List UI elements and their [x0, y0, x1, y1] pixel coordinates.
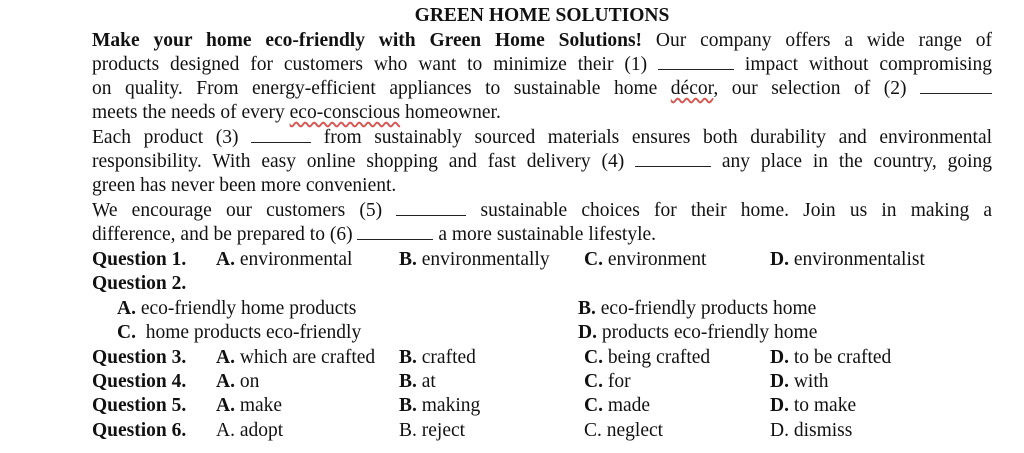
- option-d[interactable]: D. to make: [770, 395, 857, 416]
- blank-5: [396, 199, 466, 216]
- option-d[interactable]: D. to be crafted: [770, 347, 892, 368]
- page-title: GREEN HOME SOLUTIONS: [414, 5, 670, 26]
- passage-line-2: products designed for customers who want to minimize their (1) impact without compromising: [92, 54, 993, 75]
- question-2-options-row-1: [92, 297, 992, 320]
- spellcheck-word-decor: décor: [670, 78, 714, 99]
- option-a[interactable]: A. which are crafted: [216, 347, 376, 368]
- question-label: Question 4.: [92, 371, 187, 392]
- passage-line-6: responsibility. With easy online shopping and fast delivery (4) any place in the country, going: [92, 151, 992, 172]
- option-d[interactable]: D. products eco-friendly home: [578, 322, 818, 343]
- option-c[interactable]: C. for: [584, 371, 631, 392]
- option-a[interactable]: A. eco-friendly home products: [117, 298, 357, 319]
- question-label: Question 5.: [92, 395, 187, 416]
- question-label: Question 1.: [92, 249, 187, 270]
- blank-4: [635, 150, 711, 167]
- passage-line-8: We encourage our customers (5) sustainable choices for their home. Join us in making a: [92, 200, 993, 221]
- question-2: [92, 272, 992, 295]
- option-a[interactable]: A. adopt: [216, 420, 284, 441]
- option-b[interactable]: B. making: [399, 395, 481, 416]
- question-4: [92, 370, 992, 393]
- option-b[interactable]: B. at: [399, 371, 436, 392]
- question-label: Question 6.: [92, 420, 187, 441]
- spellcheck-word-eco-conscious: eco-conscious: [289, 102, 401, 123]
- passage-intro-bold: Make your home eco-friendly with Green Home Solutions!: [92, 30, 643, 51]
- blank-1: [658, 53, 734, 70]
- option-b[interactable]: B. eco-friendly products home: [578, 298, 817, 319]
- question-3: [92, 346, 992, 369]
- question-2-options-row-2: [92, 321, 992, 344]
- question-label: Question 3.: [92, 347, 187, 368]
- option-c[interactable]: C. neglect: [584, 420, 664, 441]
- option-a[interactable]: A. environmental: [216, 249, 353, 270]
- passage-line-3: on quality. From energy-efficient appliances to sustainable home décor, our selection of (2): [92, 77, 992, 100]
- option-b[interactable]: B. reject: [399, 420, 466, 441]
- option-c[interactable]: C. home products eco-friendly: [117, 322, 362, 343]
- option-d[interactable]: D. dismiss: [770, 420, 853, 441]
- question-1: [92, 248, 992, 271]
- option-d[interactable]: D. with: [770, 371, 829, 392]
- passage-line-1: Make your home eco-friendly with Green Home Solutions! Our company offers a wide range of: [92, 30, 992, 51]
- passage-line-9: difference, and be prepared to (6) a more sustainable lifestyle.: [92, 224, 657, 245]
- option-a[interactable]: A. on: [216, 371, 260, 392]
- question-label: Question 2.: [92, 273, 187, 294]
- question-5: [92, 394, 992, 417]
- question-6: [92, 419, 992, 442]
- blank-2: [920, 77, 992, 94]
- option-b[interactable]: B. crafted: [399, 347, 476, 368]
- blank-3: [251, 126, 311, 143]
- passage-line-4: meets the needs of every eco-conscious homeowner.: [92, 102, 501, 123]
- option-c[interactable]: C. being crafted: [584, 347, 711, 368]
- passage-line-7: green has never been more convenient.: [92, 175, 397, 196]
- passage-line-5: Each product (3) from sustainably sourced materials ensures both durability and environmental: [92, 127, 993, 148]
- option-d[interactable]: D. environmentalist: [770, 249, 925, 270]
- option-a[interactable]: A. make: [216, 395, 283, 416]
- option-b[interactable]: B. environmentally: [399, 249, 550, 270]
- blank-6: [357, 223, 433, 240]
- option-c[interactable]: C. environment: [584, 249, 707, 270]
- option-c[interactable]: C. made: [584, 395, 651, 416]
